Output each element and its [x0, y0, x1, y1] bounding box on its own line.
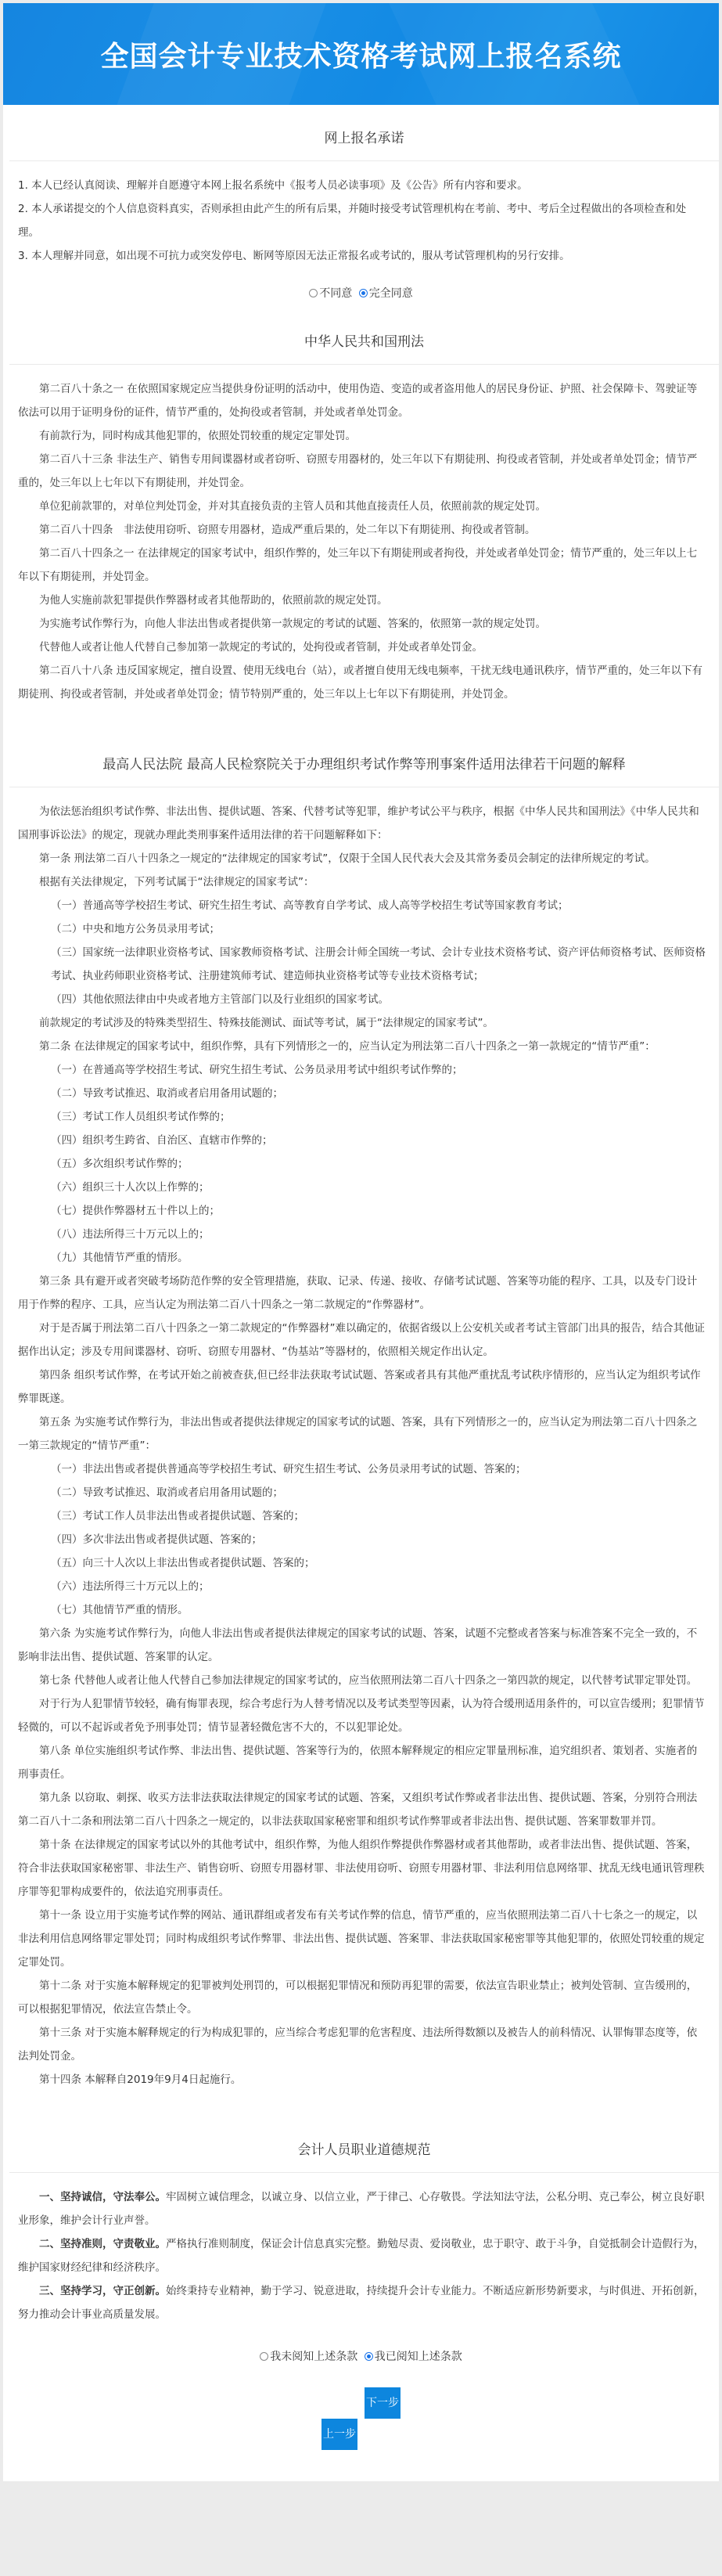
- header-banner: [3, 3, 719, 105]
- ethics-body: [3, 2173, 719, 2326]
- interpretation-list-item: （八）违法所得三十万元以上的；: [51, 1228, 210, 1241]
- law-paragraph: 第二百八十四条之一 在法律规定的国家考试中，组织作弊的，处三年以下有期徒刑或者拘役，并处或者单处罚金；情节严重的，处三年以上七年以下有期徒刑，并处罚金。: [18, 547, 698, 583]
- law-paragraph: 第二百八十八条 违反国家规定，擅自设置、使用无线电台（站），或者擅自使用无线电频率，干扰无线电通讯秩序，情节严重的，处三年以下有期徒刑、拘役或者管制，并处或者单处罚金；情节特别严重的，处三年以上七年以下有期徒刑，并处罚金。: [18, 665, 703, 701]
- interpretation-paragraph: 第十四条 本解释自2019年9月4日起施行。: [39, 2073, 242, 2086]
- interpretation-body: [3, 787, 719, 2091]
- not-read-radio[interactable]: [260, 2348, 357, 2364]
- next-step-button[interactable]: 下一步 (1): [365, 2387, 401, 2419]
- read-label: 我已阅知上述条款: [374, 2351, 462, 2363]
- interpretation-paragraph: 为依法惩治组织考试作弊、非法出售、提供试题、答案、代替考试等犯罪，维护考试公平与秩序，根据《中华人民共和国刑法》《中华人民共和国刑事诉讼法》的规定，现就办理此类刑事案件适用法律的若干问题解释如下：: [18, 805, 699, 841]
- agree-radio[interactable]: [359, 285, 413, 301]
- interpretation-paragraph: 第十条 在法律规定的国家考试以外的其他考试中，组织作弊，为他人组织作弊提供作弊器材或者其他帮助，或者非法出售、提供试题、答案，符合非法获取国家秘密罪、非法生产、销售窃听、窃照专用器材罪、非法使用窃听、窃照专用器材罪、非法利用信息网络罪、扰乱无线电通讯管理秩序罪等犯罪构成要件的，依法追究刑事责任。: [18, 1839, 705, 1898]
- radio-unchecked-icon[interactable]: [260, 2352, 268, 2361]
- interpretation-list-item: （三）国家统一法律职业资格考试、国家教师资格考试、注册会计师全国统一考试、会计专业技术资格考试、资产评估师资格考试、医师资格考试、执业药师职业资格考试、注册建筑师考试、建造师执业资格考试等专业技术资格考试；: [51, 946, 706, 982]
- law-paragraph: 第二百八十条之一 在依照国家规定应当提供身份证明的活动中，使用伪造、变造的或者盗用他人的居民身份证、护照、社会保障卡、驾驶证等依法可以用于证明身份的证件，情节严重的，处拘役或者管制，并处或者单处罚金。: [18, 383, 698, 419]
- interpretation-paragraph: 第十三条 对于实施本解释规定的行为构成犯罪的，应当综合考虑犯罪的危害程度、违法所得数额以及被告人的前科情况、认罪悔罪态度等，依法判处罚金。: [18, 2027, 698, 2063]
- ethics-item: [18, 2279, 706, 2326]
- interpretation-paragraph: 第二条 在法律规定的国家考试中，组织作弊，具有下列情形之一的，应当认定为刑法第二百八十四条之一第一款规定的“情节严重”：: [39, 1040, 656, 1053]
- law-paragraph: 第二百八十四条 非法使用窃听、窃照专用器材，造成严重后果的，处二年以下有期徒刑、拘役或者管制。: [39, 524, 536, 536]
- interpretation-paragraph: 第八条 单位实施组织考试作弊、非法出售、提供试题、答案等行为的，依照本解释规定的相应定罪量刑标准，追究组织者、策划者、实施者的刑事责任。: [18, 1745, 698, 1781]
- interpretation-paragraph: 第九条 以窃取、刺探、收买方法非法获取法律规定的国家考试的试题、答案，又组织考试作弊或者非法出售、提供试题、答案，分别符合刑法第二百八十二条和刑法第二百八十四条之一规定的，以非法获取国家秘密罪和组织考试作弊罪或者非法出售、提供试题、答案罪数罪并罚。: [18, 1792, 698, 1828]
- prev-step-button[interactable]: 上一步: [321, 2419, 357, 2450]
- law-paragraph: 为他人实施前款犯罪提供作弊器材或者其他帮助的，依照前款的规定处罚。: [39, 594, 388, 607]
- pledge-body: [3, 161, 719, 268]
- law-paragraph: 单位犯前款罪的，对单位判处罚金，并对其直接负责的主管人员和其他直接责任人员，依照前款的规定处罚。: [39, 500, 546, 513]
- interpretation-list-item: （五）向三十人次以上非法出售或者提供试题、答案的；: [51, 1557, 315, 1569]
- interpretation-paragraph: 第四条 组织考试作弊，在考试开始之前被查获,但已经非法获取考试试题、答案或者具有其他严重扰乱考试秩序情形的，应当认定为组织考试作弊罪既遂。: [18, 1369, 701, 1405]
- ethics-item-lead: 一、坚持诚信，守法奉公。: [39, 2191, 166, 2203]
- interpretation-paragraph: 对于行为人犯罪情节较轻，确有悔罪表现，综合考虑行为人替考情况以及考试类型等因素，认为符合缓刑适用条件的，可以宣告缓刑；犯罪情节轻微的，可以不起诉或者免予刑事处罚；情节显著轻微危害不大的，不以犯罪论处。: [18, 1698, 705, 1734]
- interpretation-paragraph: 第五条 为实施考试作弊行为，非法出售或者提供法律规定的国家考试的试题、答案，具有下列情形之一的，应当认定为刑法第二百八十四条之一第三款规定的“情节严重”：: [18, 1416, 698, 1452]
- interpretation-list-item: （二）导致考试推迟、取消或者启用备用试题的；: [51, 1486, 283, 1499]
- interpretation-list-item: （四）组织考生跨省、自治区、直辖市作弊的；: [51, 1134, 273, 1147]
- pledge-title: 网上报名承诺: [9, 105, 719, 161]
- interpretation-paragraph: 对于是否属于刑法第二百八十四条之一第二款规定的“作弊器材”难以确定的，依据省级以上公安机关或者考试主管部门出具的报告，结合其他证据作出认定；涉及专用间谍器材、窃听、窃照专用器材、“伪基站”等器材的，依照相关规定作出认定。: [18, 1322, 705, 1358]
- interpretation-title: 最高人民法院 最高人民检察院关于办理组织考试作弊等刑事案件适用法律若干问题的解释: [9, 753, 719, 787]
- ethics-item: [18, 2232, 706, 2279]
- law-paragraph: 第二百八十三条 非法生产、销售专用间谍器材或者窃听、窃照专用器材的，处三年以下有期徒刑、拘役或者管制，并处或者单处罚金；情节严重的，处三年以上七年以下有期徒刑，并处罚金。: [18, 453, 698, 489]
- pledge-item: 2. 本人承诺提交的个人信息资料真实，否则承担由此产生的所有后果，并随时接受考试管理机构在考前、考中、考后全过程做出的各项检查和处理。: [18, 203, 687, 239]
- interpretation-list-item: （四）多次非法出售或者提供试题、答案的；: [51, 1533, 262, 1546]
- law-paragraph: 有前款行为，同时构成其他犯罪的，依照处罚较重的规定定罪处罚。: [39, 430, 356, 442]
- disagree-radio[interactable]: [309, 285, 352, 301]
- ethics-item-lead: 二、坚持准则，守责敬业。: [39, 2238, 166, 2250]
- interpretation-list-item: （五）多次组织考试作弊的；: [51, 1158, 189, 1170]
- criminal-law-body: [3, 365, 719, 706]
- ethics-item-text: 始终秉持专业精神，勤于学习、锐意进取，持续提升会计专业能力。不断适应新形势新要求，与时俱进、开拓创新，努力推动会计事业高质量发展。: [18, 2285, 705, 2321]
- interpretation-paragraph: 前款规定的考试涉及的特殊类型招生、特殊技能测试、面试等考试，属于“法律规定的国家考试”。: [39, 1017, 494, 1029]
- disagree-label: 不同意: [319, 287, 353, 300]
- system-title: 全国会计专业技术资格考试网上报名系统: [100, 40, 622, 73]
- law-paragraph: 代替他人或者让他人代替自己参加第一款规定的考试的，处拘役或者管制，并处或者单处罚金。: [39, 641, 483, 654]
- interpretation-list-item: （三）考试工作人员非法出售或者提供试题、答案的；: [51, 1510, 304, 1522]
- interpretation-paragraph: 第七条 代替他人或者让他人代替自己参加法律规定的国家考试的，应当依照刑法第二百八十四条之一第四款的规定，以代替考试罪定罪处罚。: [39, 1674, 698, 1687]
- content-card: [3, 105, 719, 2481]
- radio-checked-icon[interactable]: [365, 2352, 373, 2361]
- radio-unchecked-icon[interactable]: [309, 289, 318, 297]
- action-buttons: [3, 2372, 719, 2450]
- interpretation-list-item: （九）其他情节严重的情形。: [51, 1252, 189, 1264]
- law-paragraph: 为实施考试作弊行为，向他人非法出售或者提供第一款规定的考试的试题、答案的，依照第一款的规定处罚。: [39, 618, 546, 630]
- interpretation-paragraph: 根据有关法律规定，下列考试属于“法律规定的国家考试”：: [39, 876, 314, 888]
- interpretation-paragraph: 第一条 刑法第二百八十四条之一规定的“法律规定的国家考试”，仅限于全国人民代表大会及其常务委员会制定的法律所规定的考试。: [39, 852, 656, 865]
- interpretation-list-item: （六）违法所得三十万元以上的；: [51, 1580, 210, 1593]
- interpretation-list-item: （七）其他情节严重的情形。: [51, 1604, 189, 1616]
- read-radio[interactable]: [365, 2348, 462, 2364]
- ethics-title: 会计人员职业道德规范: [9, 2138, 719, 2173]
- pledge-item: 1. 本人已经认真阅读、理解并自愿遵守本网上报名系统中《报考人员必读事项》及《公告》所有内容和要求。: [18, 179, 528, 192]
- page-wrapper: [3, 3, 719, 2489]
- interpretation-paragraph: 第六条 为实施考试作弊行为，向他人非法出售或者提供法律规定的国家考试的试题、答案，试题不完整或者答案与标准答案不完全一致的，不影响非法出售、提供试题、答案罪的认定。: [18, 1627, 698, 1663]
- interpretation-list-item: （二）中央和地方公务员录用考试；: [51, 923, 220, 935]
- interpretation-list-item: （一）非法出售或者提供普通高等学校招生考试、研究生招生考试、公务员录用考试的试题、答案的；: [51, 1463, 526, 1475]
- ethics-item: [18, 2185, 706, 2232]
- interpretation-list-item: （七）提供作弊器材五十件以上的；: [51, 1205, 220, 1217]
- agree-label: 完全同意: [368, 287, 413, 300]
- ethics-radio-group: [3, 2326, 719, 2372]
- interpretation-list-item: （一）在普通高等学校招生考试、研究生招生考试、公务员录用考试中组织考试作弊的；: [51, 1064, 463, 1076]
- not-read-label: 我未阅知上述条款: [270, 2351, 358, 2363]
- ethics-item-text: 牢固树立诚信理念，以诚立身、以信立业，严于律己、心存敬畏。学法知法守法，公私分明、克己奉公，树立良好职业形象，维护会计行业声誉。: [18, 2191, 705, 2227]
- interpretation-list-item: （一）普通高等学校招生考试、研究生招生考试、高等教育自学考试、成人高等学校招生考试等国家教育考试；: [51, 899, 569, 912]
- interpretation-paragraph: 第十一条 设立用于实施考试作弊的网站、通讯群组或者发布有关考试作弊的信息，情节严重的，应当依照刑法第二百八十七条之一的规定，以非法利用信息网络罪定罪处罚；同时构成组织考试作弊罪、非法出售、提供试题、答案罪、非法获取国家秘密罪等其他犯罪的，依照处罚较重的规定定罪处罚。: [18, 1909, 705, 1969]
- pledge-item: 3. 本人理解并同意，如出现不可抗力或突发停电、断网等原因无法正常报名或考试的，服从考试管理机构的另行安排。: [18, 250, 570, 262]
- ethics-item-text: 严格执行准则制度，保证会计信息真实完整。勤勉尽责、爱岗敬业，忠于职守、敢于斗争，自觉抵制会计造假行为，维护国家财经纪律和经济秩序。: [18, 2238, 705, 2274]
- criminal-law-title: 中华人民共和国刑法: [9, 308, 719, 365]
- pledge-radio-group: [3, 268, 719, 308]
- interpretation-paragraph: 第三条 具有避开或者突破考场防范作弊的安全管理措施，获取、记录、传递、接收、存储考试试题、答案等功能的程序、工具，以及专门设计用于作弊的程序、工具，应当认定为刑法第二百八十四条之一第二款规定的“作弊器材”。: [18, 1275, 698, 1311]
- interpretation-paragraph: 第十二条 对于实施本解释规定的犯罪被判处刑罚的，可以根据犯罪情况和预防再犯罪的需要，依法宣告职业禁止；被判处管制、宣告缓刑的，可以根据犯罪情况，依法宣告禁止令。: [18, 1980, 698, 2016]
- interpretation-list-item: （三）考试工作人员组织考试作弊的；: [51, 1111, 231, 1123]
- interpretation-list-item: （六）组织三十人次以上作弊的；: [51, 1181, 210, 1194]
- interpretation-list-item: （四）其他依照法律由中央或者地方主管部门以及行业组织的国家考试。: [51, 993, 389, 1006]
- ethics-item-lead: 三、坚持学习，守正创新。: [39, 2285, 166, 2297]
- radio-checked-icon[interactable]: [359, 289, 368, 297]
- interpretation-list-item: （二）导致考试推迟、取消或者启用备用试题的；: [51, 1087, 283, 1100]
